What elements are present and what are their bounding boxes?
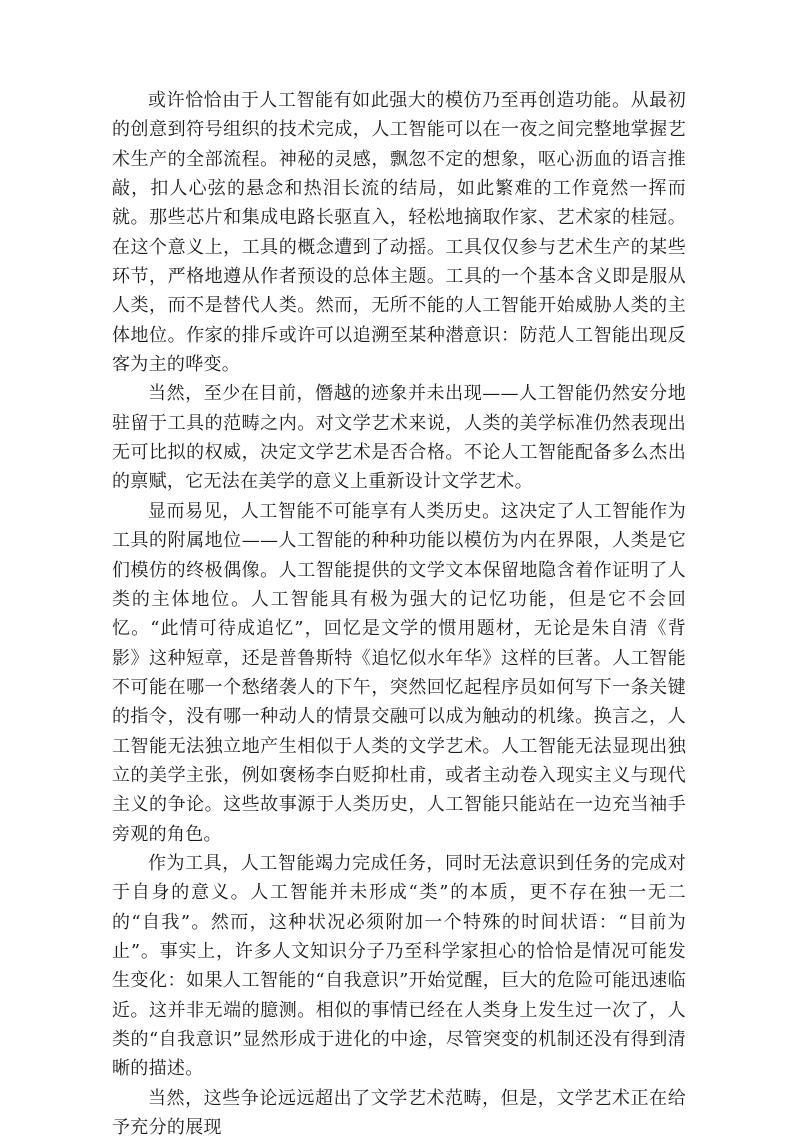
paragraph-4: 作为工具，人工智能竭力完成任务，同时无法意识到任务的完成对于自身的意义。人工智能并未形成“类”的本质，更不存在独一无二的“自我”。然而，这种状况必须附加一个特殊的时间状语：“目前为止”。事实上，许多人文知识分子乃至科学家担心的恰恰是情况可能发生变化：如果人工智能的“自我意识”开始觉醒，巨大的危险可能迅速临近。这并非无端的臆测。相似的事情已经在人类身上发生过一次了，人类的“自我意识”显然形成于进化的中途，尽管突变的机制还没有得到清晰的描述。 (112, 852, 686, 1080)
paragraph-5: 当然，这些争论远远超出了文学艺术范畴，但是，文学艺术正在给予充分的展现 (112, 1087, 686, 1139)
paragraph-2: 当然，至少在目前，僭越的迹象并未出现——人工智能仍然安分地驻留于工具的范畴之内。对文学艺术来说，人类的美学标准仍然表现出无可比拟的权威，决定文学艺术是否合格。不论人工智能配备多么杰出的禀赋，它无法在美学的意义上重新设计文学艺术。 (112, 383, 686, 493)
paragraph-3: 显而易见，人工智能不可能享有人类历史。这决定了人工智能作为工具的附属地位——人工智能的种种功能以模仿为内在界限，人类是它们模仿的终极偶像。人工智能提供的文学文本保留地隐含着作证明了人类的主体地位。人工智能具有极为强大的记忆功能，但是它不会回忆。“此情可待成追忆”，回忆是文学的惯用题材，无论是朱自清《背影》这种短章，还是普鲁斯特《追忆似水年华》这样的巨著。人工智能不可能在哪一个愁绪袭人的下午，突然回忆起程序员如何写下一条关键的指令，没有哪一种动人的情景交融可以成为触动的机缘。换言之，人工智能无法独立地产生相似于人类的文学艺术。人工智能无法显现出独立的美学主张，例如褒杨李白贬抑杜甫，或者主动卷入现实主义与现代主义的争论。这些故事源于人类历史，人工智能只能站在一边充当袖手旁观的角色。 (112, 500, 686, 845)
document-body (112, 86, 686, 1142)
paragraph-1: 或许恰恰由于人工智能有如此强大的模仿乃至再创造功能。从最初的创意到符号组织的技术完成，人工智能可以在一夜之间完整地掌握艺术生产的全部流程。神秘的灵感，飘忽不定的想象，呕心沥血的语言推敲，扣人心弦的悬念和热泪长流的结局，如此繁难的工作竟然一挥而就。那些芯片和集成电路长驱直入，轻松地摘取作家、艺术家的桂冠。在这个意义上，工具的概念遭到了动摇。工具仅仅参与艺术生产的某些环节，严格地遵从作者预设的总体主题。工具的一个基本含义即是服从人类，而不是替代人类。然而，无所不能的人工智能开始威胁人类的主体地位。作家的排斥或许可以追溯至某种潜意识：防范人工智能出现反客为主的哗变。 (112, 90, 686, 376)
